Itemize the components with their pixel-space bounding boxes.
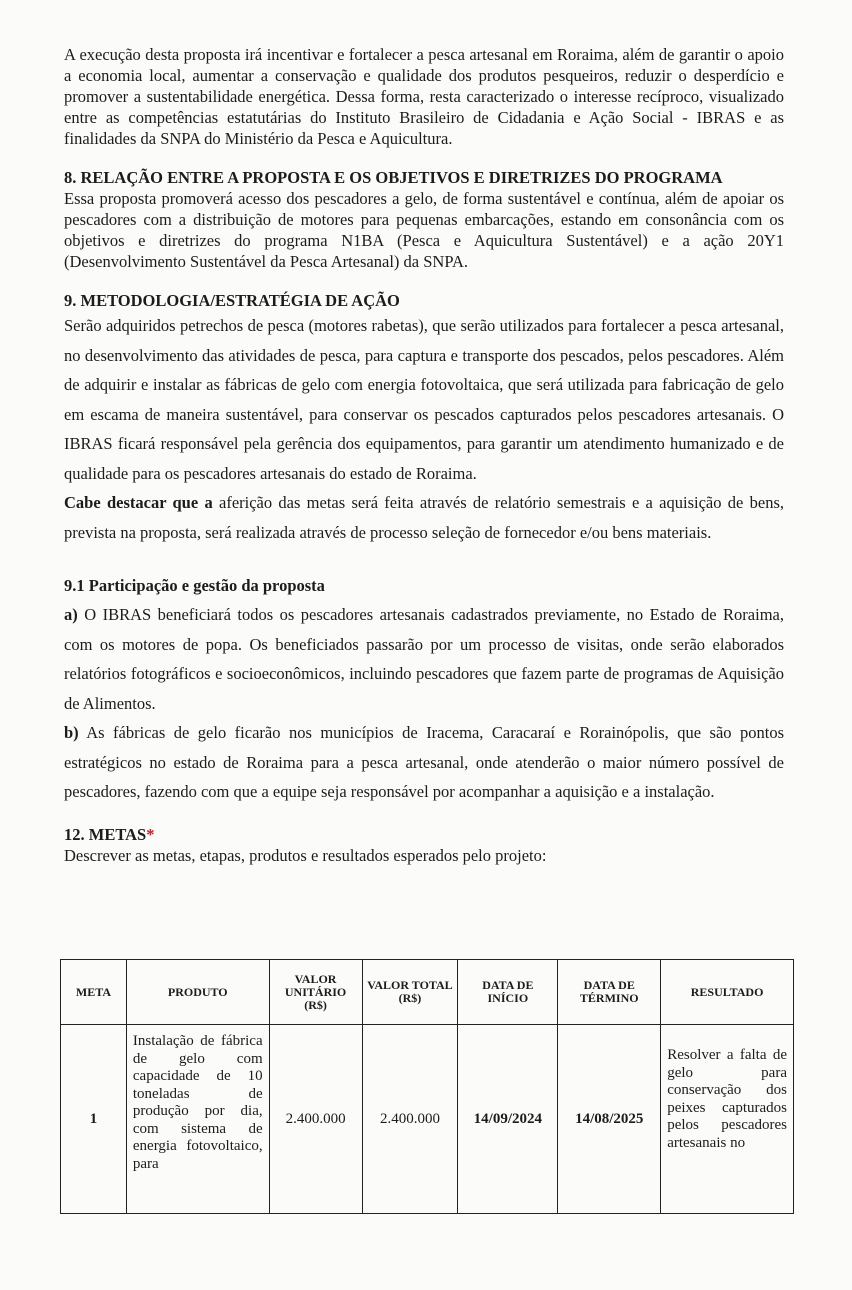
required-asterisk: * — [146, 824, 155, 844]
section-9-1-heading: 9.1 Participação e gestão da proposta — [64, 576, 325, 595]
section-8-paragraph: Essa proposta promoverá acesso dos pescadores a gelo, de forma sustentável e contínua, além de apoiar os pescadores com a distribuição de motores para pequenas embarcações, estando em consonância com os objetivos e diretrizes do programa N1BA (Pesca e Aquicultura Sustentável) e a ação 20Y1 (Desenvolvimento Sustentável da Pesca Artesanal) da SNPA. — [64, 189, 784, 271]
table-header-row — [61, 960, 794, 1025]
cell-data-inicio: 14/09/2024 — [458, 1025, 558, 1214]
item-a-text: O IBRAS beneficiará todos os pescadores artesanais cadastrados previamente, no Estado de Roraima, com os motores de popa. Os beneficiados passarão por um processo de visitas, onde serão elaborados relatórios fotográficos e socioeconômicos, incluindo pescadores que fazem parte de programas de Aquisição de Alimentos. — [64, 605, 784, 713]
cell-resultado: Resolver a falta de gelo para conservação dos peixes capturados pelos pescadores artesanais no — [661, 1025, 794, 1214]
section-9-highlight-paragraph — [64, 488, 784, 547]
section-12-paragraph: Descrever as metas, etapas, produtos e resultados esperados pelo projeto: — [64, 845, 547, 865]
header-valor-unitario: VALOR UNITÁRIO (R$) — [269, 960, 362, 1025]
section-12-title: 12. METAS — [64, 824, 147, 844]
section-9-paragraph: Serão adquiridos petrechos de pesca (motores rabetas), que serão utilizados para fortalecer a pesca artesanal, no desenvolvimento das atividades de pesca, para captura e transporte dos pescados, pelos pescadores. Além de adquirir e instalar as fábricas de gelo com energia fotovoltaica, que será utilizada para fabricação de gelo em escama de maneira sustentável, para conservar os pescados capturados pelos pescadores artesanais. O IBRAS ficará responsável pela gerência dos equipamentos, para garantir um atendimento humanizado e de qualidade para os pescadores artesanais do estado de Roraima. — [64, 316, 784, 483]
cell-valor-unitario: 2.400.000 — [269, 1025, 362, 1214]
section-12-heading — [64, 824, 784, 845]
item-a-label: a) — [64, 605, 78, 624]
intro-paragraph: A execução desta proposta irá incentivar e fortalecer a pesca artesanal em Roraima, além de garantir o apoio a economia local, aumentar a conservação e qualidade dos produtos pesqueiros, reduzir o desperdício e promover a sustentabilidade energética. Dessa forma, resta caracterizado o interesse recíproco, visualizado entre as competências estatutárias do Instituto Brasileiro de Cidadania e Ação Social - IBRAS e as finalidades da SNPA do Ministério da Pesca e Aquicultura. — [64, 45, 784, 148]
header-valor-total: VALOR TOTAL (R$) — [362, 960, 458, 1025]
item-b-label: b) — [64, 723, 79, 742]
document-page — [64, 44, 784, 866]
header-produto: PRODUTO — [126, 960, 269, 1025]
section-9-1-item-b — [64, 718, 784, 807]
header-meta: META — [61, 960, 127, 1025]
metas-table — [60, 959, 794, 1214]
section-9-heading: 9. METODOLOGIA/ESTRATÉGIA DE AÇÃO — [64, 291, 400, 310]
header-data-termino: DATA DE TÉRMINO — [558, 960, 661, 1025]
table-row — [61, 1025, 794, 1214]
cell-data-termino: 14/08/2025 — [558, 1025, 661, 1214]
cell-meta: 1 — [61, 1025, 127, 1214]
cell-produto: Instalação de fábrica de gelo com capacidade de 10 toneladas de produção por dia, com sistema de energia fotovoltaico, para — [126, 1025, 269, 1214]
header-resultado: RESULTADO — [661, 960, 794, 1025]
section-9-1-item-a — [64, 600, 784, 718]
section-9-highlight-lead: Cabe destacar que a — [64, 493, 213, 512]
section-8-heading: 8. RELAÇÃO ENTRE A PROPOSTA E OS OBJETIVOS E DIRETRIZES DO PROGRAMA — [64, 168, 723, 187]
cell-valor-total: 2.400.000 — [362, 1025, 458, 1214]
header-data-inicio: DATA DE INÍCIO — [458, 960, 558, 1025]
item-b-text: As fábricas de gelo ficarão nos municípios de Iracema, Caracaraí e Rorainópolis, que são pontos estratégicos no estado de Roraima para a pesca artesanal, onde atenderão o maior número possível de pescadores, fazendo com que a equipe seja responsável por acompanhar a aquisição e a instalação. — [64, 723, 784, 801]
section-9-highlight-text: aferição das metas será feita através de relatório semestrais e a aquisição de bens, prevista na proposta, será realizada através de processo seleção de fornecedor e/ou bens materiais. — [64, 493, 784, 542]
